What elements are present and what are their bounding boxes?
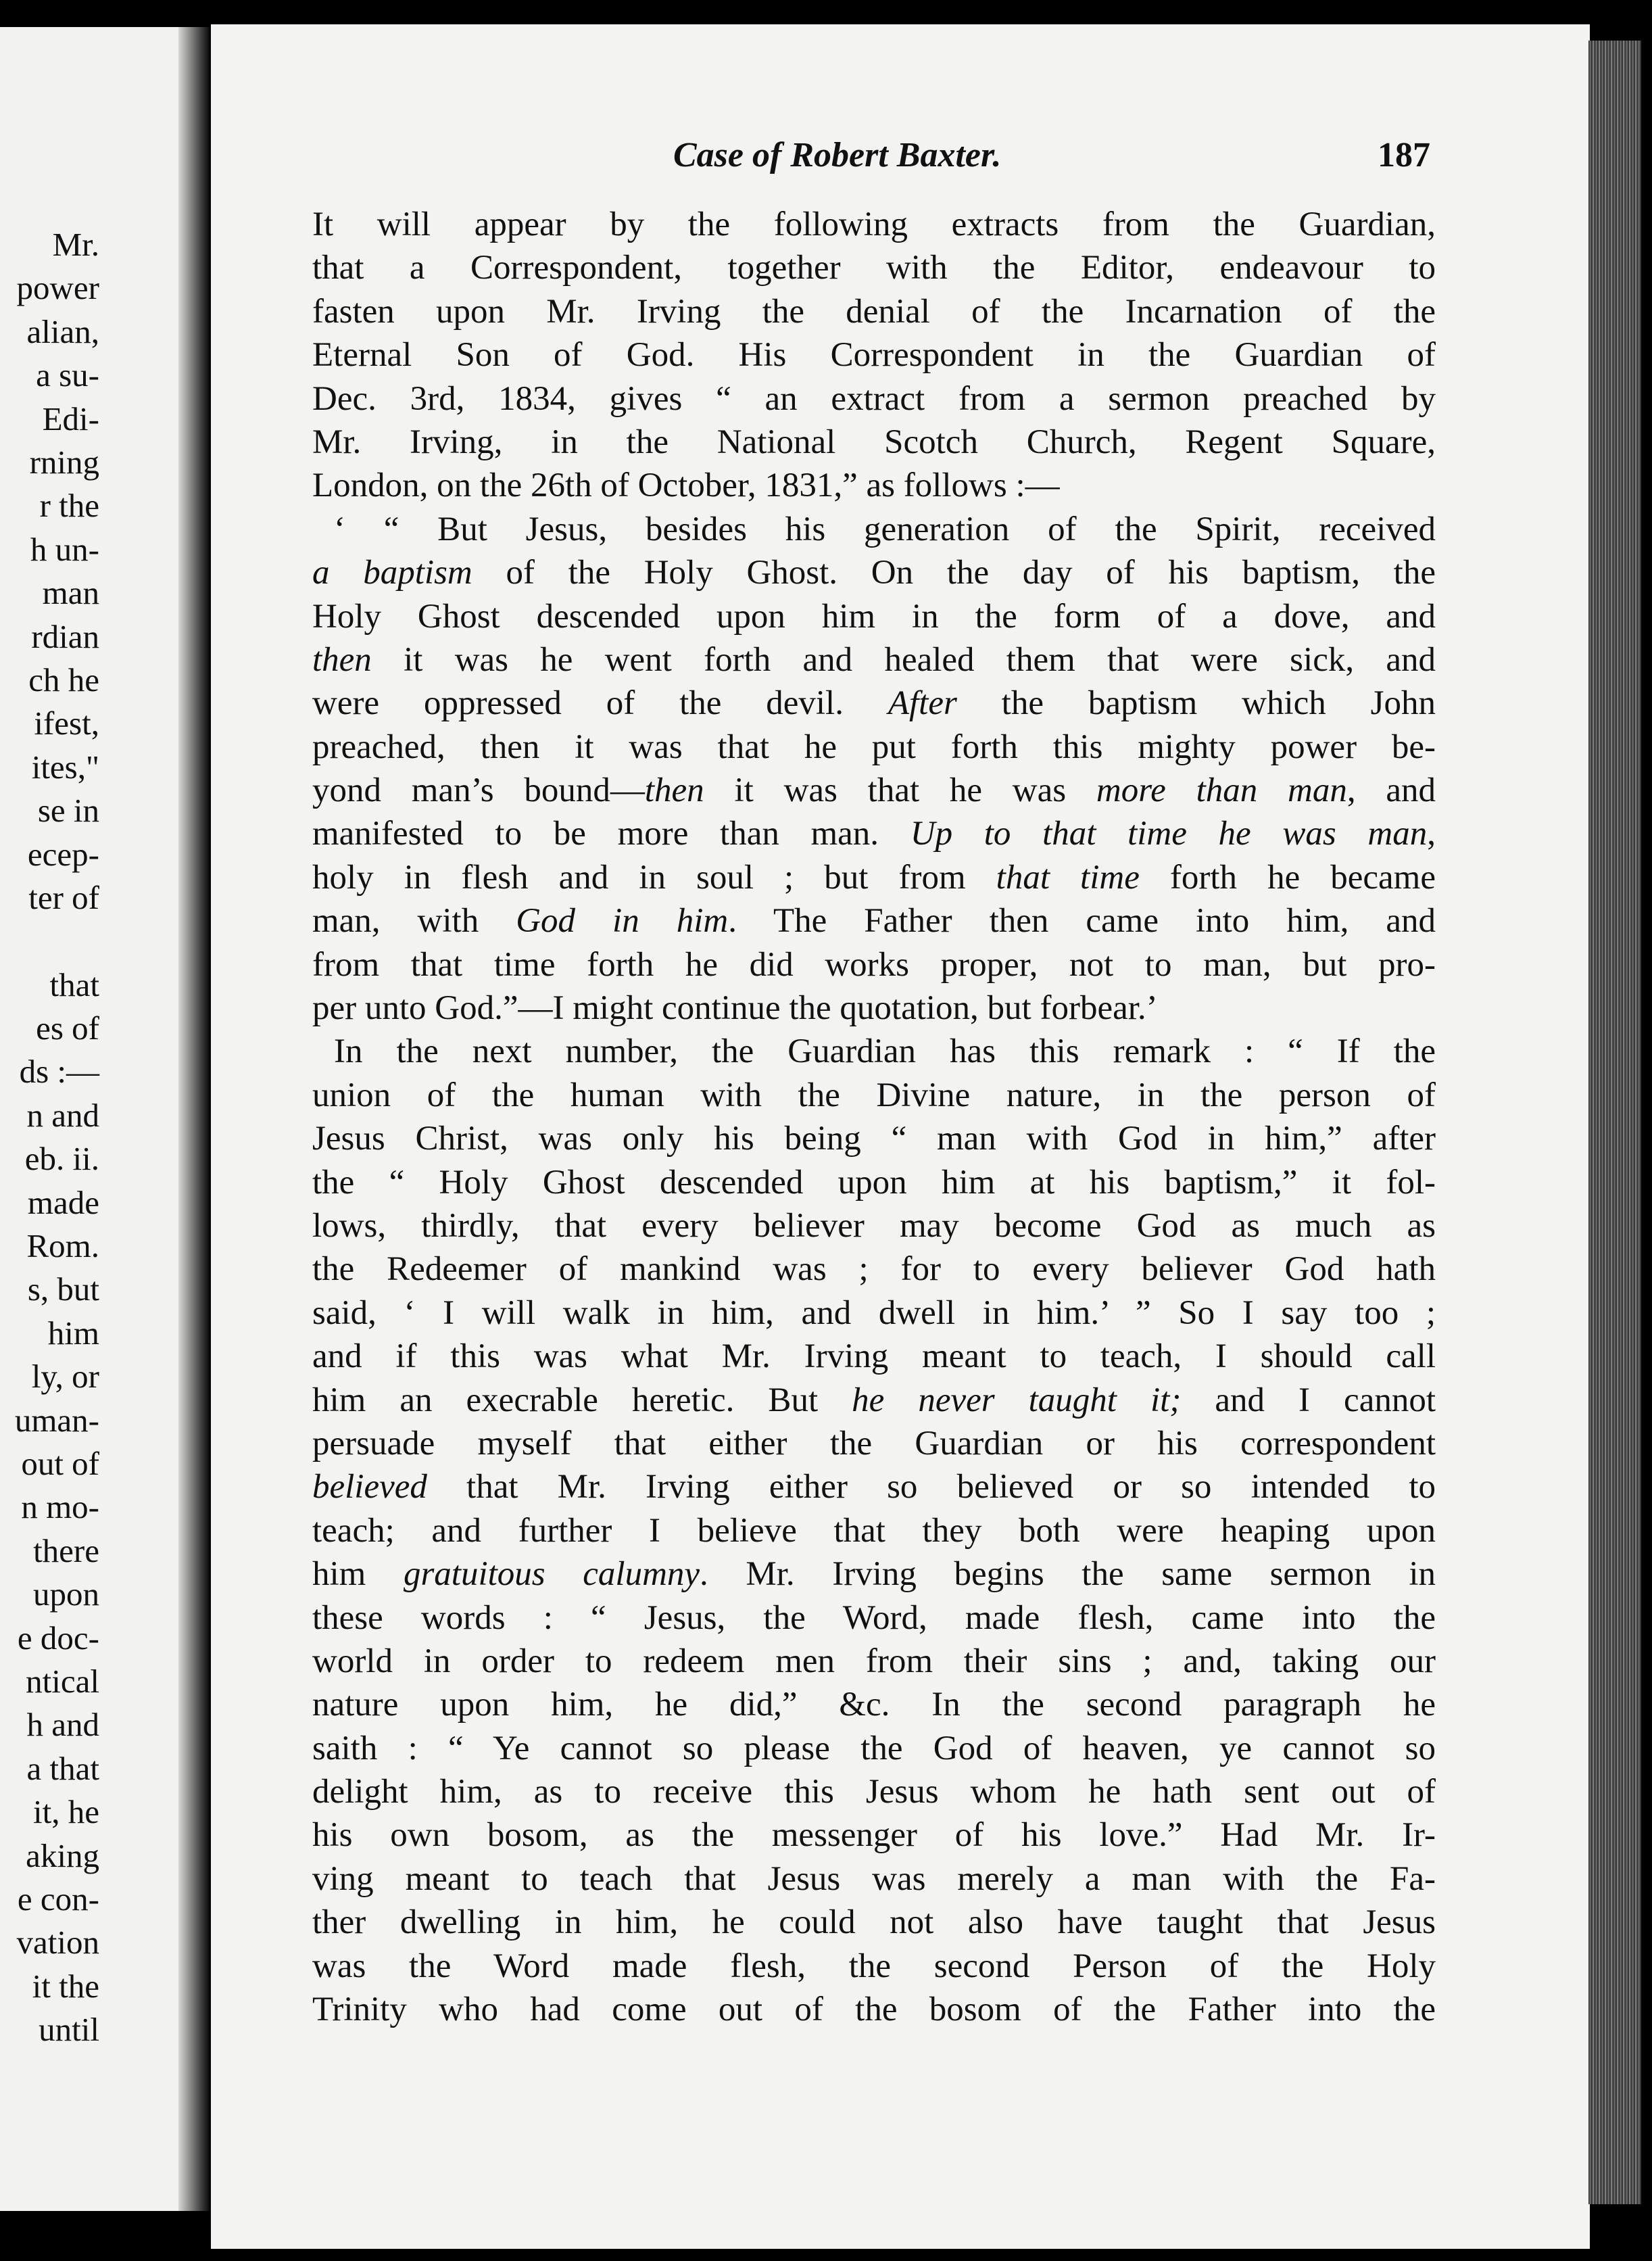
- text-line: preached, then it was that he put forth this mighty power be-: [312, 728, 1436, 766]
- text-line: London, on the 26th of October, 1831,” as follows :—: [312, 467, 1060, 505]
- left-page-line: Edi-: [42, 400, 99, 437]
- text-line: [312, 899, 1436, 943]
- left-page-line: until: [39, 2011, 99, 2049]
- text-line: and if this was what Mr. Irving meant to teach, I should call: [312, 1337, 1436, 1376]
- text-line: from that time forth he did works proper, not to man, but pro-: [312, 945, 1436, 984]
- text-line: [312, 856, 1436, 899]
- left-page-line: Mr.: [52, 226, 99, 263]
- left-page-line: es of: [36, 1009, 99, 1047]
- text-span: , and: [1346, 771, 1436, 810]
- left-page-line: s, but: [27, 1270, 99, 1308]
- page-edges: [1588, 41, 1641, 2204]
- left-page-line: ds :—: [19, 1053, 99, 1091]
- text-line: [312, 1552, 1436, 1596]
- italic-span: that time: [996, 858, 1140, 897]
- italic-span: Up to that time he was man: [910, 815, 1428, 853]
- text-line: Dec. 3rd, 1834, gives “ an extract from a sermon preached by: [312, 379, 1436, 418]
- left-page-line: it the: [32, 1967, 99, 2005]
- text-line: his own bosom, as the messenger of his love.” Had Mr. Ir-: [312, 1816, 1436, 1855]
- text-line: [312, 769, 1436, 812]
- left-page-line: e con-: [17, 1880, 99, 1918]
- left-page-line: there: [33, 1531, 99, 1569]
- italic-span: gratuitous calumny: [403, 1555, 700, 1594]
- left-page-line: e doc-: [17, 1619, 99, 1657]
- text-span: it was he went forth and healed them that were sick, and: [371, 640, 1436, 679]
- left-page-line: n mo-: [21, 1488, 99, 1526]
- left-page-line: h and: [26, 1706, 99, 1744]
- text-span: of the Holy Ghost. On the day of his baptism, the: [472, 554, 1436, 592]
- text-span: yond man’s bound—: [312, 771, 645, 810]
- text-span: the baptism which John: [956, 684, 1436, 723]
- text-line: ther dwelling in him, he could not also have taught that Jesus: [312, 1903, 1436, 1942]
- text-line: said, ‘ I will walk in him, and dwell in him.’ ” So I say too ;: [312, 1293, 1436, 1332]
- running-title: Case of Robert Baxter.: [673, 136, 1002, 174]
- text-span: . Mr. Irving begins the same sermon in: [700, 1555, 1436, 1594]
- text-line: [312, 551, 1436, 594]
- text-line: was the Word made flesh, the second Person of the Holy: [312, 1947, 1436, 1985]
- left-page-line: a su-: [36, 356, 99, 394]
- text-line: Trinity who had come out of the bosom of the Father into the: [312, 1991, 1436, 2029]
- left-page-line: a that: [26, 1749, 99, 1787]
- text-line: these words : “ Jesus, the Word, made flesh, came into the: [312, 1598, 1436, 1637]
- text-line: nature upon him, he did,” &c. In the second paragraph he: [312, 1686, 1436, 1724]
- text-line: delight him, as to receive this Jesus whom he hath sent out of: [312, 1773, 1436, 1811]
- left-page-line: man: [42, 574, 99, 612]
- text-line: lows, thirdly, that every believer may become God as much as: [312, 1206, 1436, 1245]
- left-page-line: it, he: [33, 1793, 99, 1831]
- text-span: ,: [1427, 815, 1436, 853]
- text-line: [312, 638, 1436, 682]
- left-page-line: power: [16, 269, 99, 307]
- text-span: forth he became: [1139, 858, 1436, 897]
- left-page-line: ites,": [31, 748, 99, 786]
- body-text: [312, 203, 1436, 2031]
- text-line: [312, 812, 1436, 855]
- left-page-line: ifest,: [34, 705, 99, 742]
- text-line: ving meant to teach that Jesus was merely a man with the Fa-: [312, 1859, 1436, 1898]
- text-line: It will appear by the following extracts from the Guardian,: [312, 206, 1436, 243]
- left-page-line: that: [49, 966, 99, 1003]
- text-line: [312, 682, 1436, 725]
- left-page-text: [0, 223, 186, 2052]
- text-line: per unto God.”—I might continue the quotation, but forbear.’: [312, 989, 1158, 1028]
- text-line: ‘ “ But Jesus, besides his generation of the Spirit, received: [334, 510, 1436, 548]
- text-line: saith : “ Ye cannot so please the God of heaven, ye cannot so: [312, 1729, 1436, 1767]
- left-page-line: upon: [33, 1575, 99, 1613]
- page-number: 187: [1378, 136, 1430, 174]
- text-line: [312, 1379, 1436, 1422]
- text-span: him an execrable heretic. But: [312, 1381, 852, 1419]
- left-page-line: ter of: [28, 879, 99, 917]
- text-line: In the next number, the Guardian has this remark : “ If the: [334, 1032, 1436, 1071]
- left-page-line: made: [27, 1183, 99, 1221]
- text-span: him: [312, 1555, 404, 1594]
- left-page-line: ecep-: [27, 835, 99, 873]
- left-page-line: h un-: [30, 530, 99, 568]
- text-span: were oppressed of the devil.: [312, 684, 888, 723]
- text-line: the “ Holy Ghost descended upon him at his baptism,” it fol-: [312, 1163, 1436, 1201]
- left-page-line: r the: [39, 487, 99, 525]
- text-span: holy in flesh and in soul ; but from: [312, 858, 996, 897]
- left-page-line: ch he: [28, 661, 99, 699]
- text-line: Holy Ghost descended upon him in the form of a dove, and: [312, 597, 1436, 636]
- italic-span: After: [888, 684, 957, 723]
- left-page-line: him: [47, 1314, 99, 1352]
- text-span: and I cannot: [1181, 1381, 1436, 1419]
- italic-span: he never taught it;: [852, 1381, 1182, 1419]
- text-line: teach; and further I believe that they both were heaping upon: [312, 1511, 1436, 1550]
- italic-span: a baptism: [312, 554, 472, 592]
- book-gutter: [178, 27, 211, 2211]
- text-span: it was that he was: [704, 771, 1096, 810]
- italic-span: more than man: [1096, 771, 1347, 810]
- text-line: union of the human with the Divine nature, in the person of: [312, 1076, 1436, 1114]
- text-line: Eternal Son of God. His Correspondent in the Guardian of: [312, 336, 1436, 375]
- left-page-line: rning: [29, 444, 99, 481]
- text-line: that a Correspondent, together with the Editor, endeavour to: [312, 249, 1436, 287]
- left-page-line: uman-: [14, 1401, 99, 1439]
- text-span: that Mr. Irving either so believed or so intended to: [427, 1468, 1436, 1506]
- text-line: world in order to redeem men from their sins ; and, taking our: [312, 1642, 1436, 1680]
- text-span: manifested to be more than man.: [312, 815, 910, 853]
- text-line: [312, 1465, 1436, 1508]
- left-page-line: eb. ii.: [24, 1140, 99, 1178]
- left-page-line: se in: [37, 792, 99, 830]
- left-page-line: out of: [21, 1444, 99, 1482]
- text-span: . The Father then came into him, and: [728, 902, 1436, 941]
- text-line: persuade myself that either the Guardian or his correspondent: [312, 1424, 1436, 1462]
- left-page-line: Rom.: [26, 1227, 99, 1264]
- paragraph-gap: [0, 920, 99, 963]
- text-line: the Redeemer of mankind was ; for to every believer God hath: [312, 1250, 1436, 1289]
- left-page-line: n and: [26, 1096, 99, 1134]
- left-page-line: vation: [16, 1924, 99, 1961]
- text-span: man, with: [312, 902, 516, 941]
- text-line: fasten upon Mr. Irving the denial of the Incarnation of the: [312, 292, 1436, 331]
- text-line: Jesus Christ, was only his being “ man with God in him,” after: [312, 1120, 1436, 1158]
- italic-span: then: [644, 771, 704, 810]
- italic-span: then: [312, 640, 372, 679]
- left-page-line: rdian: [31, 617, 99, 655]
- left-page-line: alian,: [26, 312, 99, 350]
- running-head: [673, 135, 1430, 183]
- left-page-line: ly, or: [31, 1358, 99, 1396]
- italic-span: God in him: [516, 902, 729, 941]
- text-line: Mr. Irving, in the National Scotch Church, Regent Square,: [312, 423, 1436, 461]
- left-page-line: ntical: [26, 1663, 99, 1700]
- left-page-line: aking: [26, 1836, 99, 1874]
- left-page-fragment: [0, 27, 186, 2211]
- italic-span: believed: [312, 1468, 427, 1506]
